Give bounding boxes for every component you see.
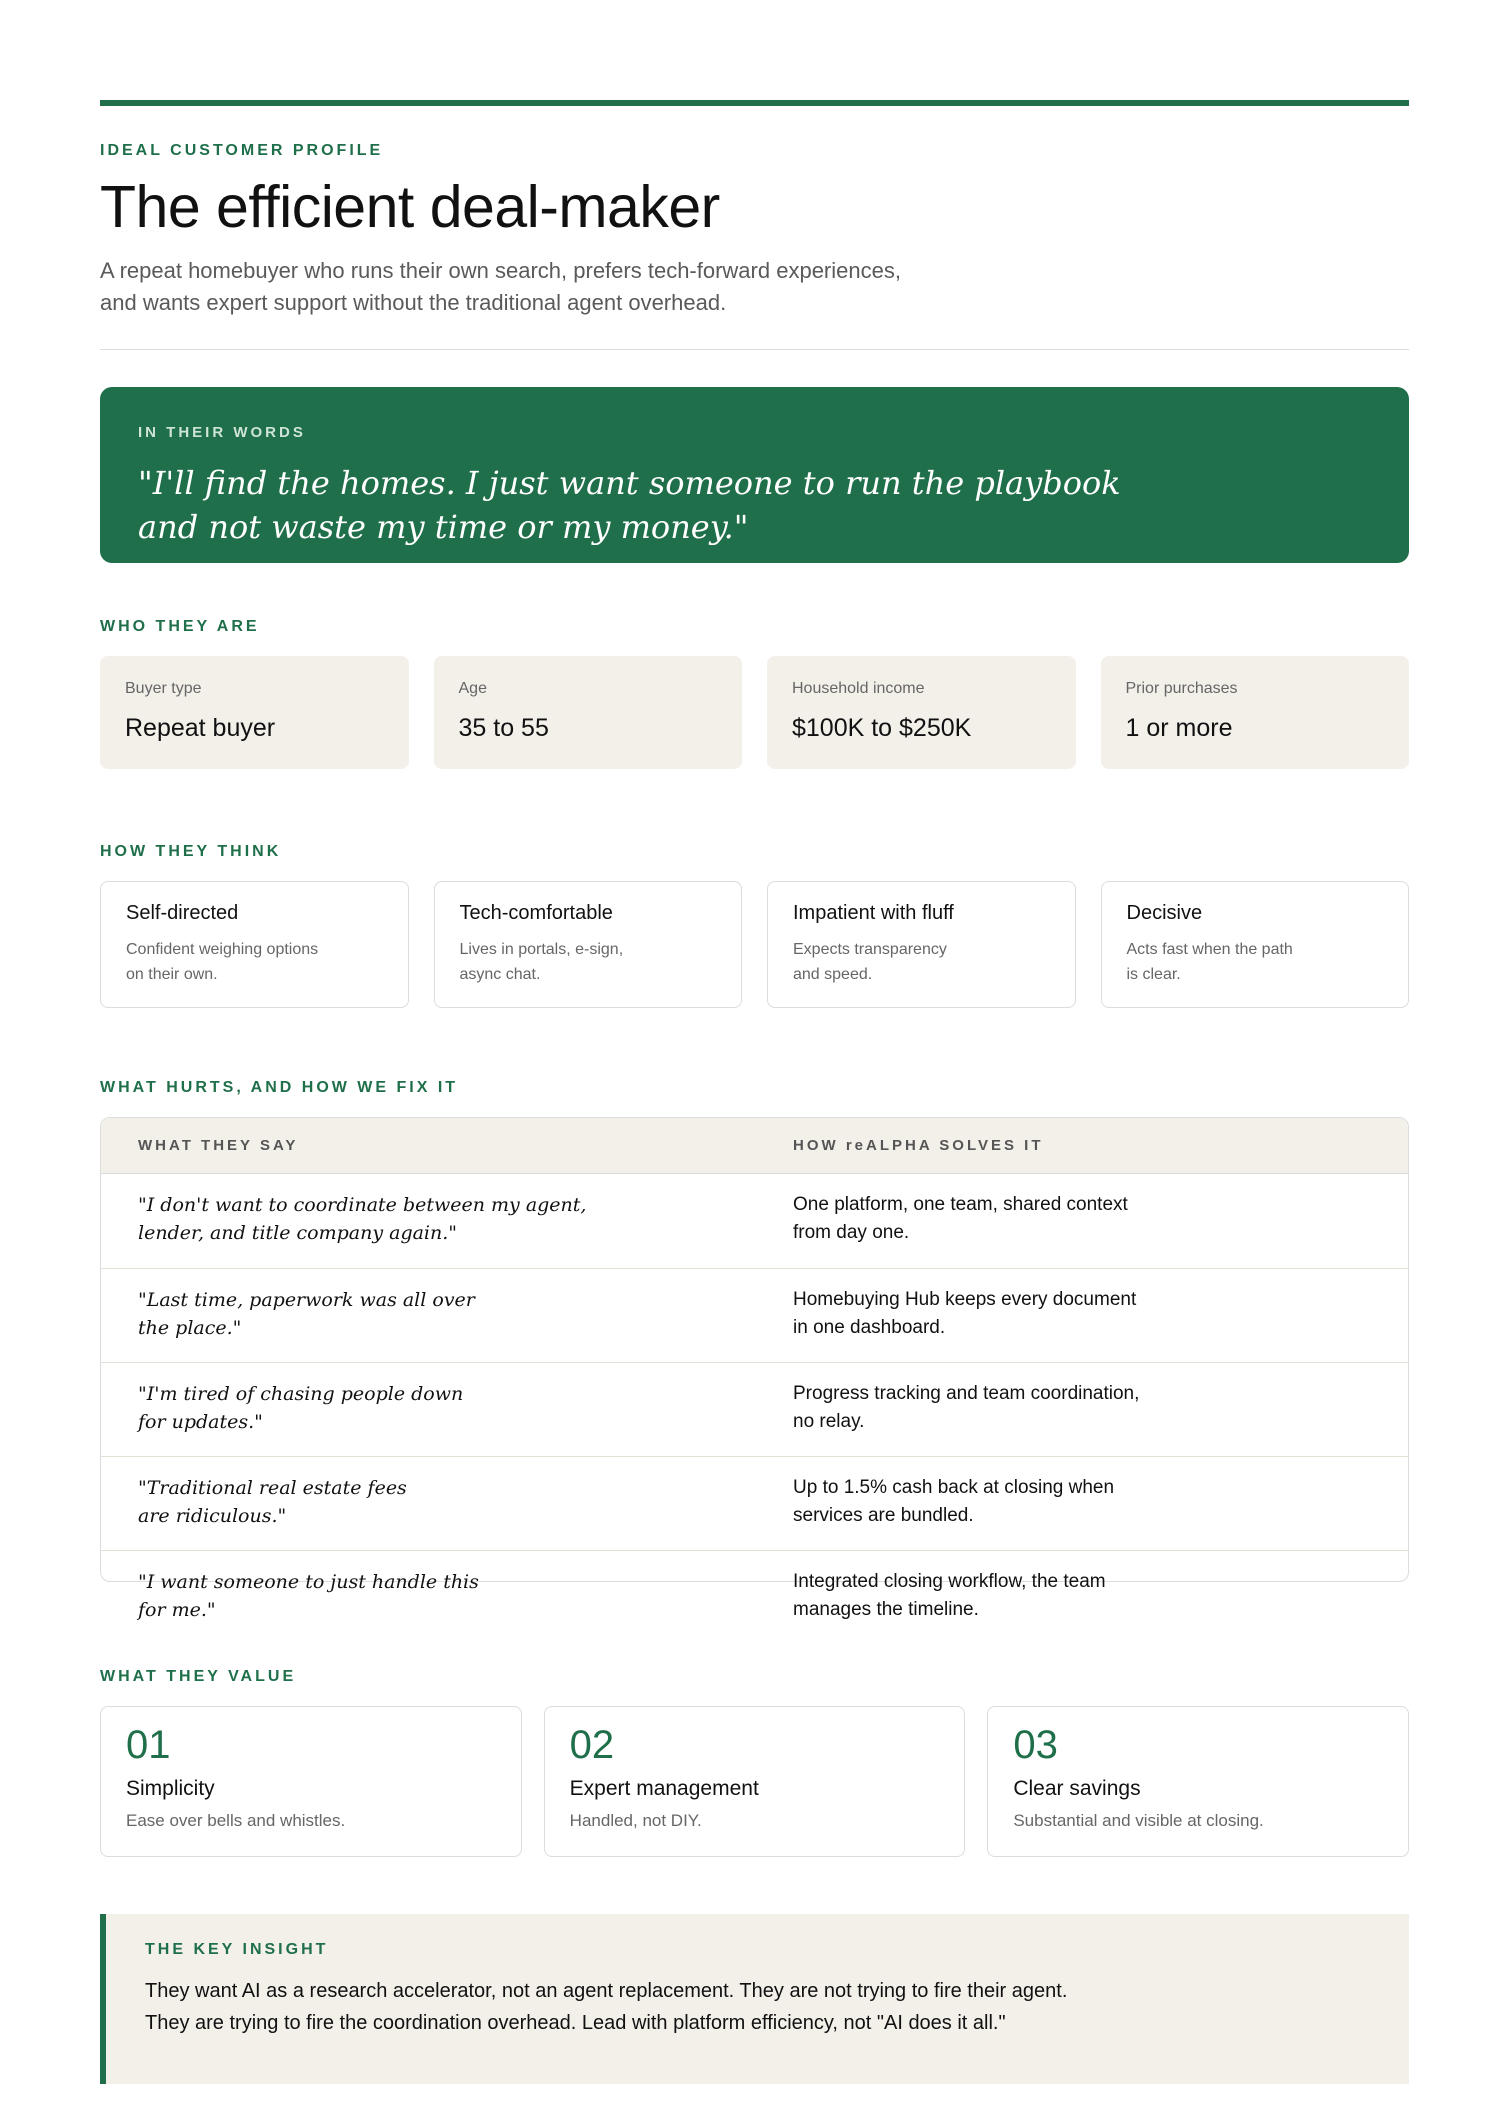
- solution-line: Homebuying Hub keeps every document: [793, 1289, 1137, 1310]
- value-title: Simplicity: [126, 1777, 215, 1800]
- section-label-think: HOW THEY THINK: [100, 843, 282, 860]
- trait-desc-line: Confident weighing options: [126, 941, 319, 958]
- fact-value: 35 to 55: [458, 714, 549, 742]
- insight-label: THE KEY INSIGHT: [145, 1941, 329, 1958]
- section-label-value: WHAT THEY VALUE: [100, 1668, 297, 1685]
- pain-quote: [138, 1191, 618, 1247]
- insight-line: They want AI as a research accelerator, not an agent replacement. They are not trying to fire their agent.: [145, 1980, 1068, 2002]
- fact-card: [1101, 656, 1410, 769]
- fact-value: 1 or more: [1125, 714, 1233, 742]
- trait-card: [100, 881, 409, 1008]
- pain-line: for me.": [138, 1599, 216, 1621]
- trait-card: [1101, 881, 1410, 1008]
- solution-text: [793, 1474, 1173, 1530]
- profile-page: [100, 100, 1409, 2084]
- profile-eyebrow: IDEAL CUSTOMER PROFILE: [100, 142, 384, 159]
- fact-card: [100, 656, 409, 769]
- insight-text: [145, 1975, 1245, 2039]
- solution-text: [793, 1191, 1173, 1247]
- pain-line: the place.": [138, 1317, 242, 1339]
- trait-desc-line: and speed.: [793, 966, 873, 983]
- table-row: [101, 1362, 1408, 1456]
- pain-line: "I'm tired of chasing people down: [138, 1383, 464, 1405]
- table-row: [101, 1268, 1408, 1362]
- trait-desc-line: on their own.: [126, 966, 218, 983]
- fact-card: [767, 656, 1076, 769]
- page-title: The efficient deal-maker: [100, 174, 720, 240]
- value-card: [100, 1706, 522, 1857]
- fact-label: Household income: [792, 680, 925, 697]
- solution-line: Progress tracking and team coordination,: [793, 1383, 1140, 1404]
- trait-title: Tech-comfortable: [459, 902, 613, 924]
- quote-label: IN THEIR WORDS: [138, 424, 306, 441]
- table-row: [101, 1550, 1408, 1644]
- pain-line: are ridiculous.": [138, 1505, 287, 1527]
- solution-line: services are bundled.: [793, 1505, 974, 1526]
- trait-desc-line: async chat.: [459, 966, 541, 983]
- profile-summary: [100, 255, 960, 319]
- table-row: [101, 1456, 1408, 1550]
- fact-label: Buyer type: [125, 680, 202, 697]
- trait-desc-line: Acts fast when the path: [1126, 941, 1293, 958]
- solution-line: Integrated closing workflow, the team: [793, 1571, 1106, 1592]
- key-insight-callout: [100, 1914, 1409, 2084]
- solution-text: [793, 1286, 1173, 1342]
- customer-quote: [138, 461, 1198, 549]
- pain-line: "Traditional real estate fees: [138, 1477, 407, 1499]
- solution-line: in one dashboard.: [793, 1317, 946, 1338]
- trait-card: [767, 881, 1076, 1008]
- solution-line: no relay.: [793, 1411, 865, 1432]
- pain-line: lender, and title company again.": [138, 1222, 458, 1244]
- solution-line: Up to 1.5% cash back at closing when: [793, 1477, 1115, 1498]
- trait-desc: [126, 937, 346, 987]
- value-title: Expert management: [569, 1777, 759, 1800]
- solution-text: [793, 1380, 1173, 1436]
- section-label-who: WHO THEY ARE: [100, 618, 260, 635]
- trait-desc-line: Expects transparency: [793, 941, 947, 958]
- trait-card: [434, 881, 743, 1008]
- summary-line: A repeat homebuyer who runs their own search, prefers tech-forward experiences,: [100, 258, 901, 283]
- divider: [100, 349, 1409, 350]
- trait-desc: [460, 937, 680, 987]
- solution-line: from day one.: [793, 1222, 910, 1243]
- pain-quote: [138, 1474, 618, 1530]
- value-number: 01: [126, 1723, 171, 1767]
- table-row: [101, 1174, 1408, 1268]
- value-desc: Ease over bells and whistles.: [126, 1811, 346, 1830]
- solution-line: manages the timeline.: [793, 1599, 979, 1620]
- trait-title: Self-directed: [126, 902, 239, 924]
- top-rule: [100, 100, 1409, 106]
- fact-card: [434, 656, 743, 769]
- fact-value: Repeat buyer: [125, 714, 276, 742]
- value-desc: Substantial and visible at closing.: [1013, 1811, 1264, 1830]
- column-header-solve: HOW reALPHA SOLVES IT: [793, 1137, 1044, 1154]
- pain-quote: [138, 1286, 618, 1342]
- value-title: Clear savings: [1013, 1777, 1141, 1800]
- traits-grid: [100, 881, 1409, 1008]
- insight-line: They are trying to fire the coordination overhead. Lead with platform efficiency, not "AI does it all.": [145, 2012, 1006, 2034]
- quote-line: and not waste my time or my money.": [138, 508, 749, 546]
- pain-quote: [138, 1380, 618, 1436]
- facts-grid: [100, 656, 1409, 769]
- pain-quote: [138, 1568, 618, 1624]
- table-header: [101, 1118, 1408, 1174]
- quote-line: "I'll find the homes. I just want someone to run the playbook: [138, 464, 1121, 502]
- section-label-hurts: WHAT HURTS, AND HOW WE FIX IT: [100, 1079, 459, 1096]
- trait-title: Impatient with fluff: [793, 902, 954, 924]
- value-desc: Handled, not DIY.: [569, 1811, 702, 1830]
- value-card: [544, 1706, 966, 1857]
- values-grid: [100, 1706, 1409, 1857]
- pain-line: "Last time, paperwork was all over: [138, 1289, 475, 1311]
- trait-desc-line: is clear.: [1126, 966, 1181, 983]
- fact-value: $100K to $250K: [792, 714, 972, 742]
- pain-solution-table: [100, 1117, 1409, 1621]
- trait-desc: [793, 937, 1013, 987]
- fact-label: Prior purchases: [1125, 680, 1238, 697]
- solution-line: One platform, one team, shared context: [793, 1194, 1128, 1215]
- fact-label: Age: [458, 680, 487, 697]
- summary-line: and wants expert support without the traditional agent overhead.: [100, 290, 727, 315]
- quote-card: [100, 387, 1409, 563]
- pain-line: "I want someone to just handle this: [138, 1571, 479, 1593]
- solution-text: [793, 1568, 1173, 1624]
- column-header-say: WHAT THEY SAY: [138, 1137, 299, 1154]
- value-number: 03: [1013, 1723, 1058, 1767]
- value-number: 02: [569, 1723, 615, 1767]
- trait-desc: [1127, 937, 1347, 987]
- trait-desc-line: Lives in portals, e-sign,: [459, 941, 624, 958]
- value-card: [987, 1706, 1409, 1857]
- trait-title: Decisive: [1126, 902, 1203, 924]
- pain-line: "I don't want to coordinate between my agent,: [138, 1194, 587, 1216]
- pain-line: for updates.": [138, 1411, 263, 1433]
